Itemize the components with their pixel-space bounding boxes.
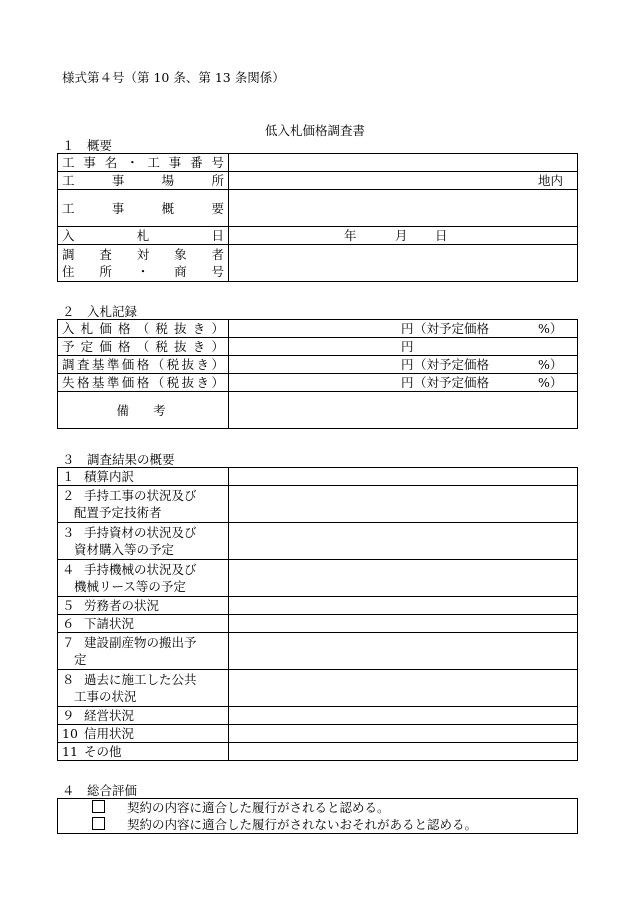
label-bid-date: 入札日 xyxy=(58,227,229,245)
label-subcontract xyxy=(58,615,229,633)
value-project-summary[interactable] xyxy=(229,190,578,227)
row-number: ２ xyxy=(62,488,75,503)
table-row xyxy=(58,486,578,523)
row-label-cont: 定 xyxy=(74,652,87,667)
label-credit xyxy=(58,725,229,743)
table-row xyxy=(58,338,578,356)
yen-unit: 円 xyxy=(401,321,414,336)
pct-label: （対予定価格 xyxy=(414,321,490,336)
value-estimate-breakdown[interactable] xyxy=(229,468,578,486)
value-bid-date[interactable] xyxy=(229,227,578,245)
label-project-name: 工事名・工事番号 xyxy=(58,154,229,172)
row-number: ７ xyxy=(62,635,75,650)
document-title: 低入札価格調査書 xyxy=(264,123,365,138)
row-label-cont: 資材購入等の予定 xyxy=(74,542,175,557)
label-project-summary: 工事概要 xyxy=(58,190,229,227)
value-machinery[interactable] xyxy=(229,560,578,597)
row-number: ３ xyxy=(62,525,75,540)
day-unit: 日 xyxy=(435,228,448,243)
row-label-cont: 機械リース等の予定 xyxy=(74,579,186,594)
label-other xyxy=(58,743,229,761)
survey-result-table xyxy=(57,467,578,761)
table-row xyxy=(58,523,578,560)
value-materials[interactable] xyxy=(229,523,578,560)
checkbox-noncompliant[interactable] xyxy=(92,817,105,830)
table-row xyxy=(58,227,578,245)
pct-unit: %） xyxy=(538,375,563,390)
option-compliant-text: 契約の内容に適合した履行がされると認める。 xyxy=(127,800,390,815)
table-row xyxy=(58,392,578,429)
label-target-address xyxy=(58,245,229,282)
form-number-header: 様式第４号（第 10 条、第 13 条関係） xyxy=(62,70,285,85)
table-row xyxy=(58,615,578,633)
row-label: 手持資材の状況及び xyxy=(84,525,197,540)
table-row xyxy=(58,245,578,282)
option-noncompliant[interactable] xyxy=(92,816,573,833)
table-row xyxy=(58,190,578,227)
label-management xyxy=(58,707,229,725)
pct-label: （対予定価格 xyxy=(414,375,490,390)
section2-title: ２ 入札記録 xyxy=(62,304,138,319)
value-disqualify-price[interactable] xyxy=(229,374,578,392)
label-past-public-works xyxy=(58,670,229,707)
row-label-cont: 工事の状況 xyxy=(74,689,137,704)
row-label: 建設副産物の搬出予 xyxy=(84,635,197,650)
section3-title: ３ 調査結果の概要 xyxy=(62,452,175,467)
value-project-name[interactable] xyxy=(229,154,578,172)
location-suffix: 地内 xyxy=(537,173,563,188)
option-noncompliant-text: 契約の内容に適合した履行がされないおそれがあると認める。 xyxy=(127,817,478,832)
value-other[interactable] xyxy=(229,743,578,761)
row-number: ６ xyxy=(62,616,75,631)
label-ongoing-works xyxy=(58,486,229,523)
row-number: ８ xyxy=(62,672,75,687)
label-survey-base-price: 調査基準価格（税抜き） xyxy=(58,356,229,374)
table-row xyxy=(58,670,578,707)
checkbox-compliant[interactable] xyxy=(92,800,105,813)
value-bid-price[interactable] xyxy=(229,320,578,338)
value-management[interactable] xyxy=(229,707,578,725)
row-label: 手持工事の状況及び xyxy=(84,488,197,503)
value-labor[interactable] xyxy=(229,597,578,615)
label-target: 調査対象者 xyxy=(62,247,224,262)
table-row xyxy=(58,597,578,615)
row-label: 過去に施工した公共 xyxy=(84,672,197,687)
row-number: 10 xyxy=(62,726,78,741)
table-row xyxy=(58,356,578,374)
label-estimate-breakdown xyxy=(58,468,229,486)
option-compliant[interactable] xyxy=(92,799,573,816)
label-machinery xyxy=(58,560,229,597)
label-remarks: 備考 xyxy=(58,392,229,429)
table-row xyxy=(58,560,578,597)
label-byproducts xyxy=(58,633,229,670)
label-project-location: 工事場所 xyxy=(58,172,229,190)
table-row xyxy=(58,743,578,761)
section4-title: ４ 総合評価 xyxy=(62,783,138,798)
label-labor xyxy=(58,597,229,615)
table-row xyxy=(58,374,578,392)
label-disqualify-price: 失格基準価格（税抜き） xyxy=(58,374,229,392)
table-row xyxy=(58,468,578,486)
value-remarks[interactable] xyxy=(229,392,578,429)
label-bid-price: 入札価格（税抜き） xyxy=(58,320,229,338)
table-row xyxy=(58,154,578,172)
value-credit[interactable] xyxy=(229,725,578,743)
label-address-name: 住所・商号 xyxy=(62,264,224,279)
section1-title: １ 概要 xyxy=(62,138,113,153)
value-planned-price[interactable] xyxy=(229,338,578,356)
row-label: 積算内訳 xyxy=(84,469,135,484)
row-label: その他 xyxy=(84,744,122,759)
table-row xyxy=(58,320,578,338)
overview-table xyxy=(57,153,578,282)
value-past-public-works[interactable] xyxy=(229,670,578,707)
row-number: ５ xyxy=(62,598,75,613)
evaluation-options xyxy=(58,799,578,834)
month-unit: 月 xyxy=(395,228,408,243)
row-label: 労務者の状況 xyxy=(84,598,160,613)
table-row xyxy=(58,725,578,743)
pct-unit: %） xyxy=(538,321,563,336)
overall-evaluation-table xyxy=(57,798,578,834)
value-subcontract[interactable] xyxy=(229,615,578,633)
row-number: 11 xyxy=(62,744,78,759)
value-target-address[interactable] xyxy=(229,245,578,282)
row-label: 信用状況 xyxy=(84,726,135,741)
row-number: ９ xyxy=(62,708,75,723)
pct-unit: %） xyxy=(538,357,563,372)
value-ongoing-works[interactable] xyxy=(229,486,578,523)
label-materials xyxy=(58,523,229,560)
row-label: 経営状況 xyxy=(84,708,135,723)
value-project-location[interactable] xyxy=(229,172,578,190)
year-unit: 年 xyxy=(344,228,357,243)
value-byproducts[interactable] xyxy=(229,633,578,670)
row-number: １ xyxy=(62,469,75,484)
table-row xyxy=(58,799,578,834)
table-row xyxy=(58,172,578,190)
table-row xyxy=(58,707,578,725)
yen-unit: 円 xyxy=(401,375,414,390)
pct-label: （対予定価格 xyxy=(414,357,490,372)
yen-unit: 円 xyxy=(401,357,414,372)
row-number: ４ xyxy=(62,562,75,577)
value-survey-base-price[interactable] xyxy=(229,356,578,374)
label-planned-price: 予定価格（税抜き） xyxy=(58,338,229,356)
bid-record-table xyxy=(57,319,578,429)
row-label: 手持機械の状況及び xyxy=(84,562,197,577)
row-label: 下請状況 xyxy=(84,616,135,631)
table-row xyxy=(58,633,578,670)
yen-unit: 円 xyxy=(401,339,414,354)
row-label-cont: 配置予定技術者 xyxy=(74,505,162,520)
